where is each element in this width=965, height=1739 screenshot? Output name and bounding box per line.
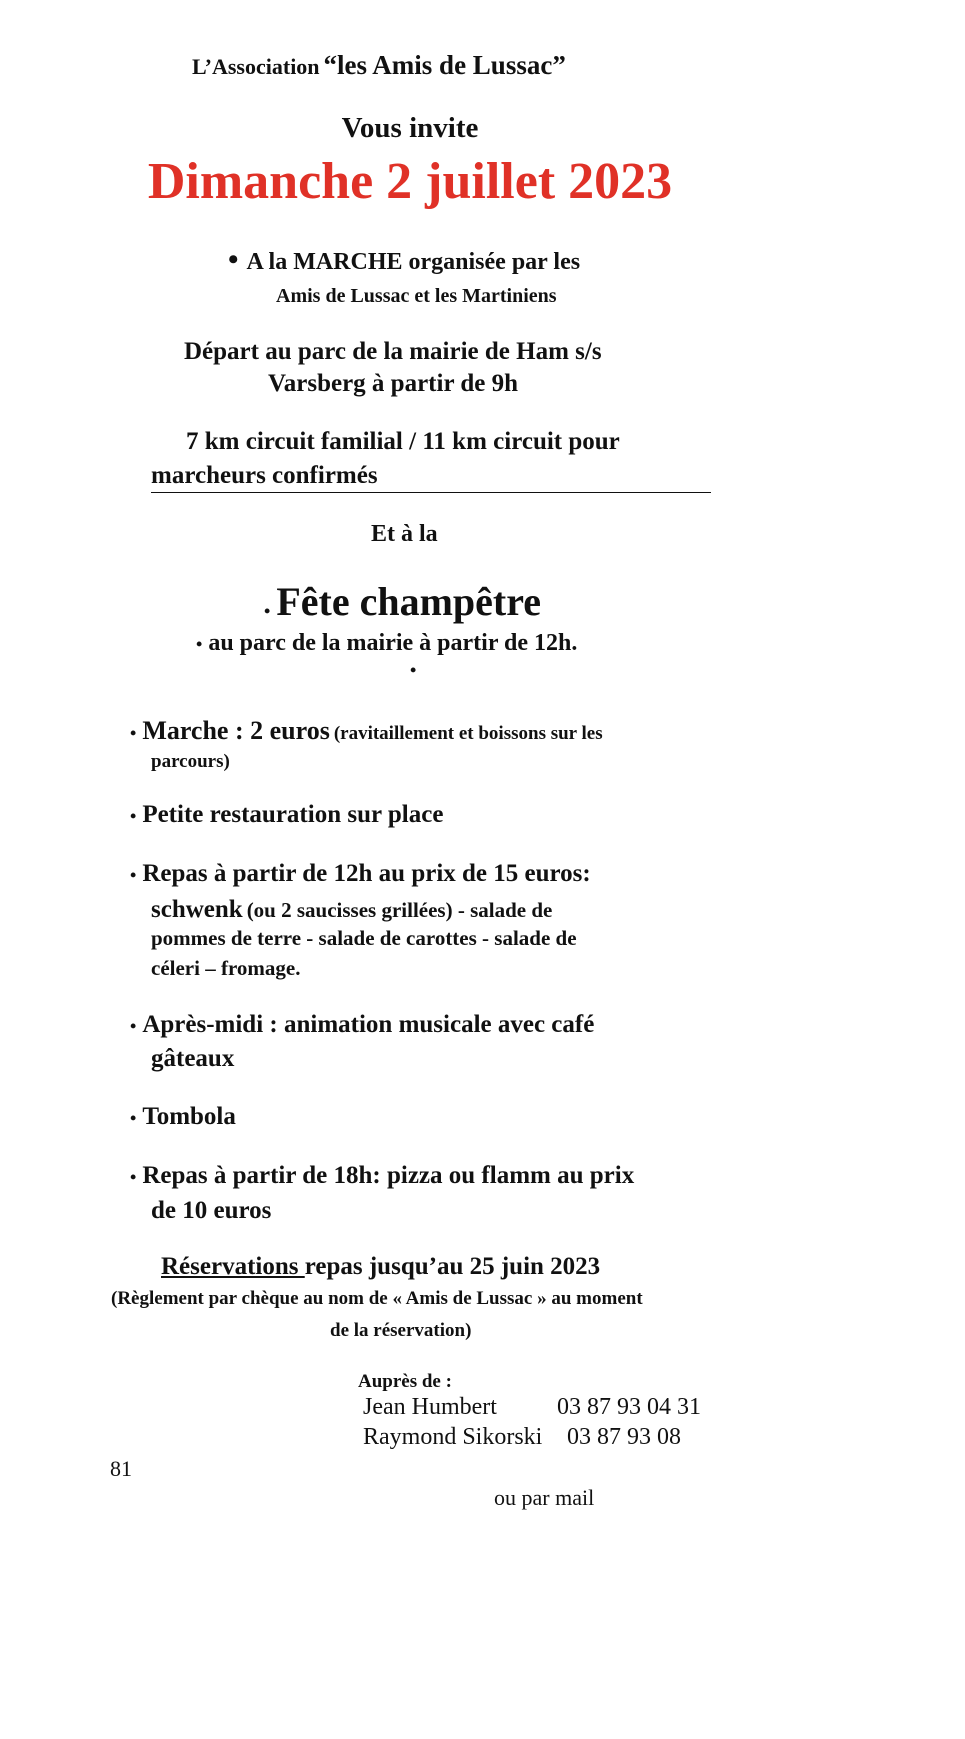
event-date: Dimanche 2 juillet 2023 — [147, 153, 673, 210]
repas-line-4: céleri – fromage. — [151, 956, 301, 980]
contact-row — [363, 1424, 542, 1451]
bullet-icon: • — [130, 806, 137, 826]
bullet-icon: • — [130, 1016, 137, 1036]
item-repas-soir — [130, 1162, 634, 1190]
association-line — [192, 50, 566, 81]
item-tombola — [130, 1103, 236, 1131]
page-number: 81 — [110, 1456, 132, 1481]
soir-line-2: de 10 euros — [151, 1197, 272, 1224]
marche-label: Marche : 2 euros — [142, 716, 330, 745]
bullet-icon: • — [264, 600, 271, 621]
bullet-icon: • — [130, 723, 137, 743]
fete-where-line — [196, 630, 577, 657]
walk-line-2: Amis de Lussac et les Martiniens — [276, 285, 557, 307]
fete-where: au parc de la mairie à partir de 12h. — [208, 630, 578, 656]
bullet-icon: • — [196, 634, 203, 654]
item-apres-midi — [130, 1011, 594, 1039]
repas-line-3: pommes de terre - salade de carottes - salade de — [151, 926, 577, 950]
aupres-label: Auprès de : — [358, 1371, 452, 1392]
restauration-label: Petite restauration sur place — [142, 801, 444, 828]
reservations-line — [161, 1253, 600, 1281]
mail-line: ou par mail — [494, 1485, 595, 1510]
apres-line-1: Après-midi : animation musicale avec café — [142, 1011, 595, 1038]
item-marche — [130, 716, 603, 746]
repas-paren: (ou 2 saucisses grillées) — [246, 898, 453, 922]
repas-line-1: Repas à partir de 12h au prix de 15 euros: — [142, 860, 591, 887]
invite-text: Vous invite — [341, 112, 479, 144]
item-repas — [130, 860, 591, 888]
reservations-rest: repas jusqu’au 25 juin 2023 — [304, 1253, 601, 1280]
contact-name: Jean Humbert — [363, 1394, 497, 1420]
tombola-label: Tombola — [142, 1103, 236, 1130]
fete-title: Fête champêtre — [276, 579, 541, 624]
repas-line-2 — [151, 896, 552, 924]
circuit-line-2: marcheurs confirmés — [151, 462, 378, 489]
apres-line-2: gâteaux — [151, 1045, 235, 1072]
marche-note: (ravitaillement et boissons sur les — [333, 723, 603, 744]
contact-phone: 03 87 93 08 — [567, 1424, 681, 1450]
bullet-icon: • — [130, 1108, 137, 1128]
bullet-icon: • — [130, 1167, 137, 1187]
marche-note-2: parcours) — [151, 751, 230, 772]
walk-line-1: A la MARCHE organisée par les — [246, 249, 581, 275]
circuit-line-1: 7 km circuit familial / 11 km circuit pour — [186, 428, 620, 455]
fete-title-line — [264, 578, 541, 625]
contact-phone: 03 87 93 04 31 — [557, 1394, 701, 1420]
empty-bullet: • — [410, 660, 417, 680]
divider-line — [151, 492, 711, 493]
reservations-note-2: de la réservation) — [330, 1320, 472, 1341]
repas-schwenk: schwenk — [151, 896, 243, 923]
et-a-la: Et à la — [371, 521, 438, 547]
reservations-word: Réservations — [161, 1253, 305, 1280]
reservations-note-1: (Règlement par chèque au nom de « Amis de Lussac » au moment — [111, 1288, 643, 1309]
bullet-icon: • — [130, 865, 137, 885]
bullet-icon: • — [228, 243, 239, 276]
walk-bullet-line — [228, 243, 580, 277]
association-prefix: L’Association — [192, 54, 320, 79]
item-restauration — [130, 801, 443, 829]
contact-name: Raymond Sikorski — [363, 1424, 543, 1450]
repas-line-2-rest: - salade de — [452, 898, 553, 922]
association-name: “les Amis de Lussac” — [323, 50, 566, 80]
depart-line-1: Départ au parc de la mairie de Ham s/s — [184, 338, 602, 365]
soir-line-1: Repas à partir de 18h: pizza ou flamm au prix — [142, 1162, 635, 1189]
depart-line-2: Varsberg à partir de 9h — [268, 370, 518, 397]
contact-row — [363, 1394, 497, 1421]
